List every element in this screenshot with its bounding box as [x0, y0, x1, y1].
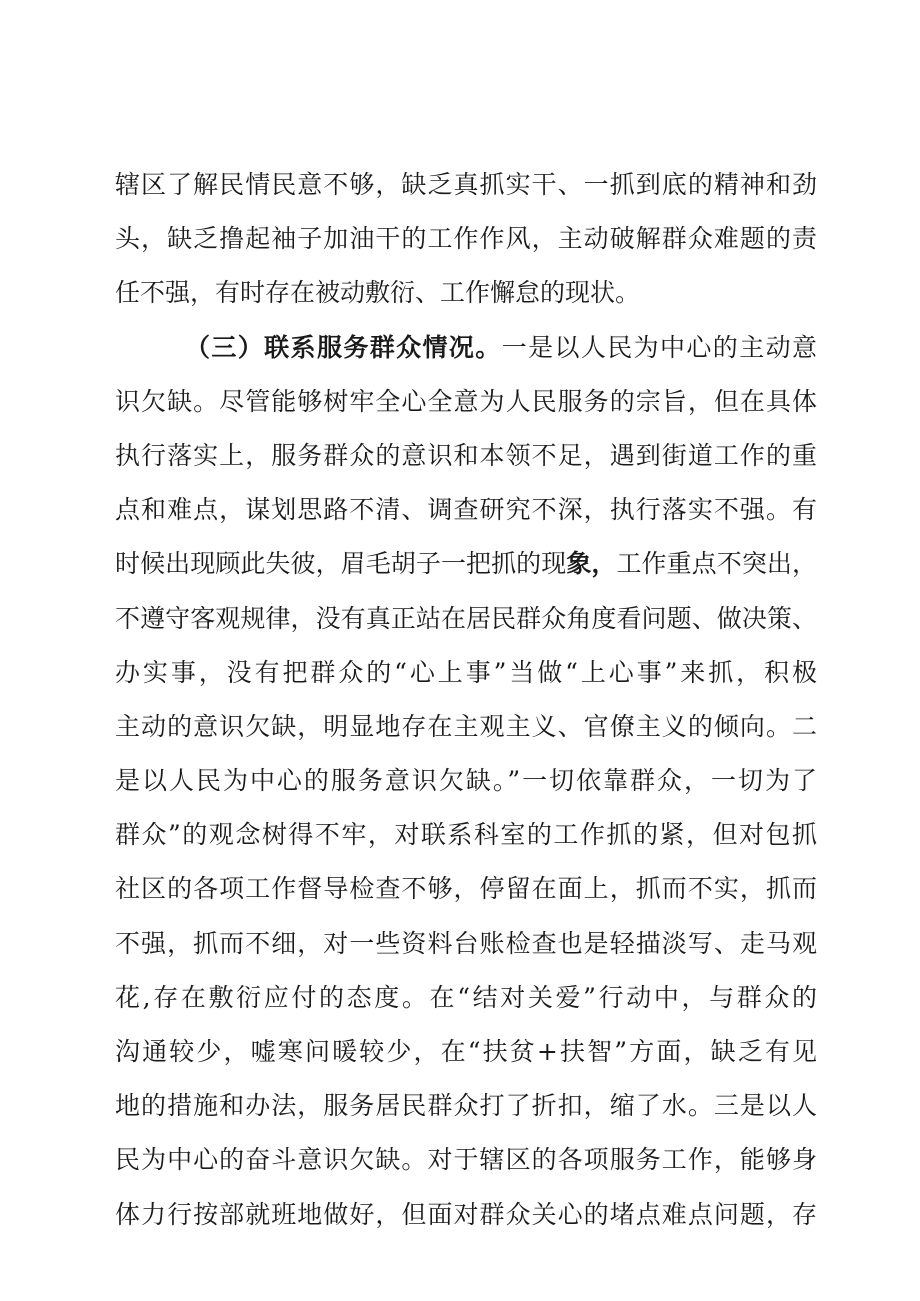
paragraph-2-line-1-text: 一是以人民为中心的主动意 — [501, 332, 817, 362]
paragraph-2-line-2: 识欠缺。尽管能够树牢全心全意为人民服务的宗旨，但在具体 — [115, 386, 817, 416]
paragraph-2-line-9: 是以人民为中心的服务意识欠缺。”一切依靠群众，一切为了 — [115, 766, 817, 796]
paragraph-1-line-3: 任不强，有时存在被动敷衍、工作懈怠的现状。 — [115, 278, 641, 308]
paragraph-2-line-13: 花,存在敷衍应付的态度。在“结对关爱”行动中，与群众的 — [115, 982, 817, 1012]
line-5-suffix: 工作重点不突出， — [616, 549, 817, 579]
paragraph-2-line-5 — [115, 537, 817, 591]
paragraph-2-line-1 — [115, 321, 817, 375]
paragraph-2-line-11: 社区的各项工作督导检查不够，停留在面上，抓而不实，抓而 — [115, 874, 817, 904]
document-body — [115, 158, 817, 1242]
paragraph-2-line-3: 执行落实上，服务群众的意识和本领不足，遇到街道工作的重 — [115, 440, 817, 470]
paragraph-2-line-12: 不强，抓而不细，对一些资料台账检查也是轻描淡写、走马观 — [115, 928, 817, 958]
paragraph-2-line-16: 民为中心的奋斗意识欠缺。对于辖区的各项服务工作，能够身 — [115, 1145, 817, 1175]
paragraph-2-line-15: 地的措施和办法，服务居民群众打了折扣，缩了水。三是以人 — [115, 1091, 817, 1121]
paragraph-2-line-7: 办实事，没有把群众的“心上事”当做“上心事”来抓，积极 — [115, 657, 817, 687]
paragraph-1-line-1: 辖区了解民情民意不够，缺乏真抓实干、一抓到底的精神和劲 — [115, 170, 817, 199]
paragraph-2-line-14: 沟通较少，嘘寒问暖较少，在“扶贫+扶智”方面，缺乏有见 — [115, 1037, 817, 1066]
paragraph-2-line-17: 体力行按部就班地做好，但面对群众关心的堵点难点问题，存 — [115, 1199, 817, 1229]
paragraph-2-line-10: 群众”的观念树得不牢，对联系科室的工作抓的紧，但对包抓 — [115, 820, 817, 850]
line-5-bold-fragment: 象， — [566, 549, 617, 579]
paragraph-2-line-8: 主动的意识欠缺，明显地存在主观主义、官僚主义的倾向。二 — [115, 711, 817, 741]
paragraph-1-line-2: 头，缺乏撸起袖子加油干的工作作风，主动破解群众难题的责 — [115, 224, 817, 254]
section-heading: （三）联系服务群众情况。 — [185, 332, 502, 362]
paragraph-2-line-6: 不遵守客观规律，没有真正站在居民群众角度看问题、做决策、 — [115, 603, 817, 633]
line-5-prefix: 时候出现顾此失彼，眉毛胡子一把抓的现 — [115, 549, 567, 579]
paragraph-2-line-4: 点和难点，谋划思路不清、调查研究不深，执行落实不强。有 — [115, 495, 817, 525]
